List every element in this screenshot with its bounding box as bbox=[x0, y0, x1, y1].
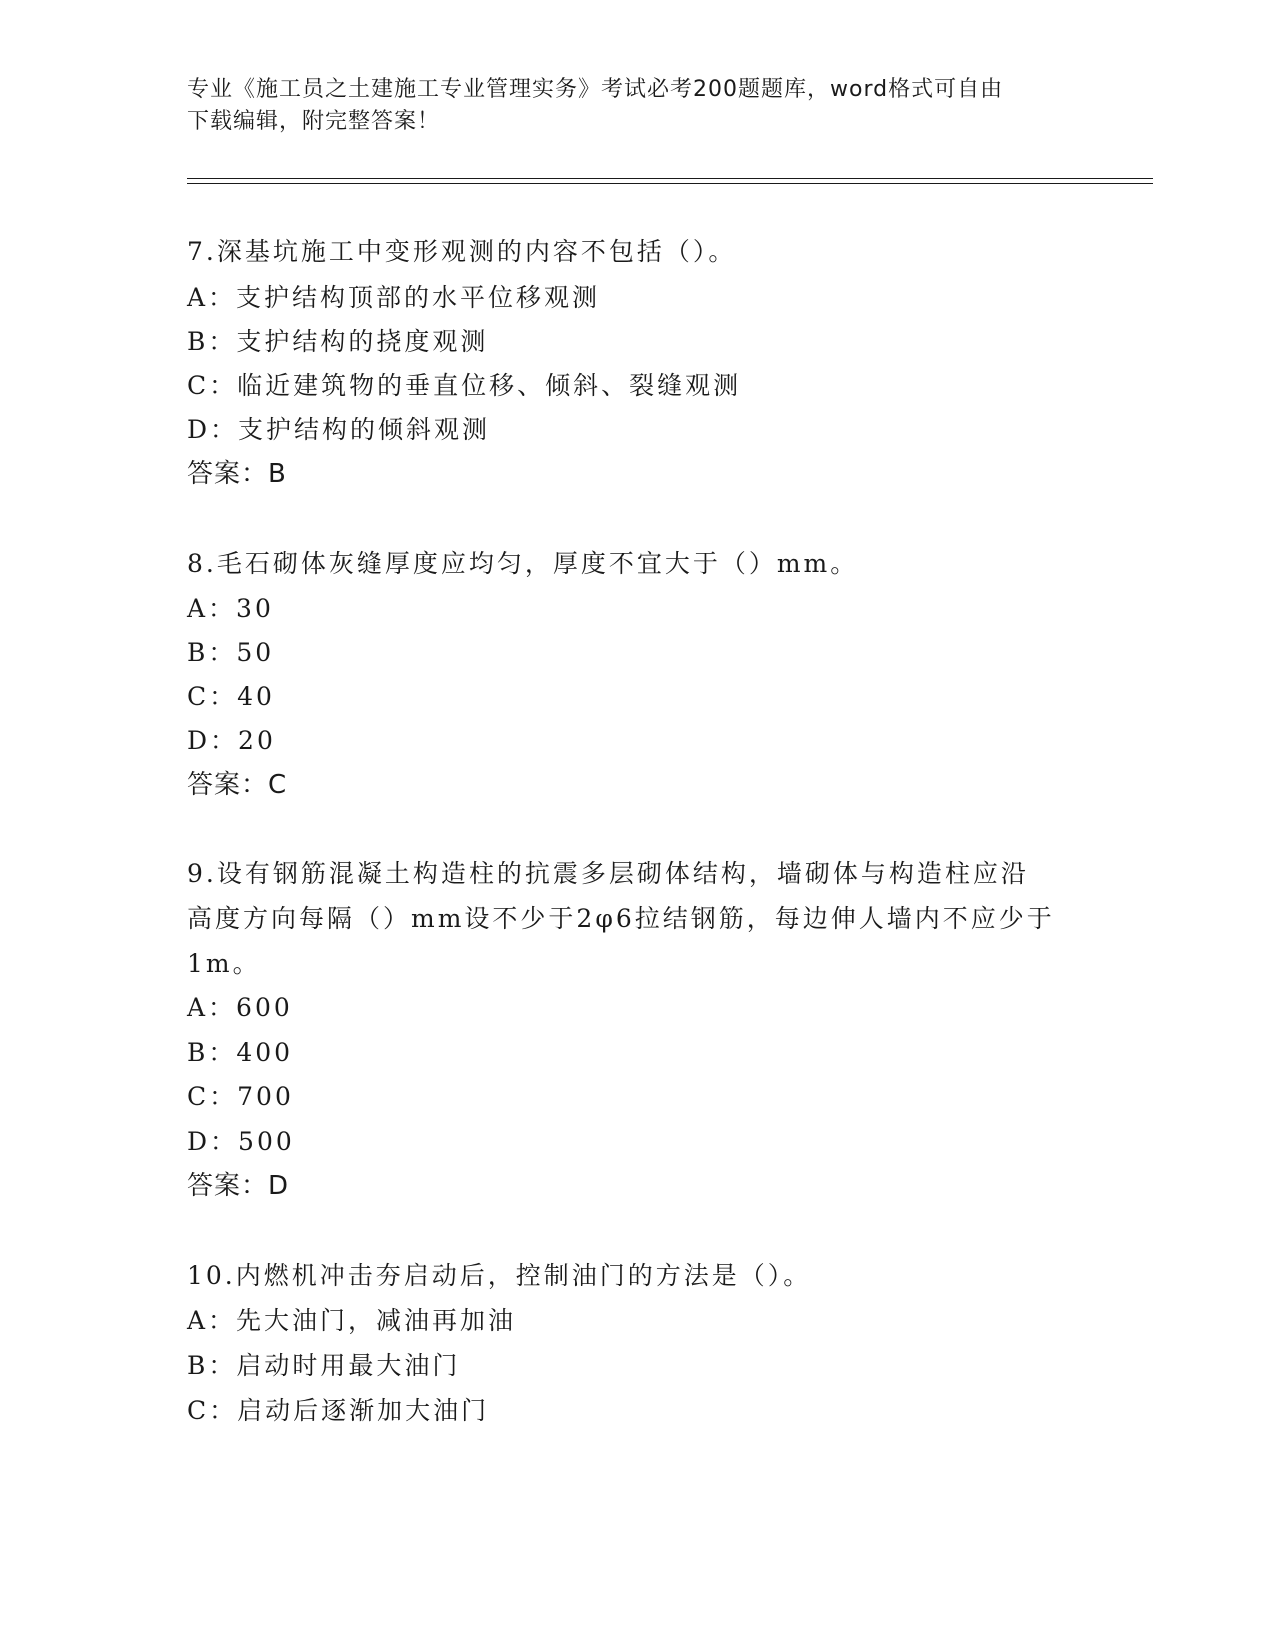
option-d: D：500 bbox=[187, 1127, 295, 1156]
option-c: C：临近建筑物的垂直位移、倾斜、裂缝观测 bbox=[187, 371, 742, 400]
question-stem: 7.深基坑施工中变形观测的内容不包括（）。 bbox=[187, 237, 737, 266]
option-b: B：支护结构的挠度观测 bbox=[187, 327, 489, 356]
question-stem-line-3: 1m。 bbox=[187, 949, 261, 978]
option-a: A：先大油门，减油再加油 bbox=[187, 1306, 517, 1335]
option-c: C：启动后逐渐加大油门 bbox=[187, 1396, 490, 1425]
header-divider-bottom bbox=[187, 183, 1153, 184]
header-line-1: 专业《施工员之土建施工专业管理实务》考试必考200题题库，word格式可自由 bbox=[187, 77, 1004, 102]
question-stem-line-2: 高度方向每隔（）mm设不少于2φ6拉结钢筋，每边伸人墙内不应少于 bbox=[187, 904, 1055, 933]
document-header bbox=[187, 74, 1077, 138]
question-stem: 10.内燃机冲击夯启动后，控制油门的方法是（）。 bbox=[187, 1261, 812, 1290]
option-a: A：30 bbox=[187, 594, 274, 623]
answer-label: 答案：D bbox=[187, 1171, 290, 1201]
option-d: D：20 bbox=[187, 726, 276, 755]
header-divider-top bbox=[187, 178, 1153, 179]
answer-label: 答案：C bbox=[187, 770, 288, 800]
option-c: C：700 bbox=[187, 1082, 294, 1111]
question-stem: 8.毛石砌体灰缝厚度应均匀，厚度不宜大于（）mm。 bbox=[187, 549, 859, 578]
option-b: B：400 bbox=[187, 1038, 294, 1067]
answer-label: 答案：B bbox=[187, 459, 287, 489]
question-stem-line-1: 9.设有钢筋混凝土构造柱的抗震多层砌体结构，墙砌体与构造柱应沿 bbox=[187, 859, 1029, 888]
option-d: D：支护结构的倾斜观测 bbox=[187, 415, 491, 444]
option-a: A：支护结构顶部的水平位移观测 bbox=[187, 283, 601, 312]
header-line-2: 下载编辑，附完整答案！ bbox=[187, 109, 441, 134]
option-c: C：40 bbox=[187, 682, 275, 711]
option-b: B：启动时用最大油门 bbox=[187, 1351, 461, 1380]
option-a: A：600 bbox=[187, 993, 293, 1022]
option-b: B：50 bbox=[187, 638, 275, 667]
